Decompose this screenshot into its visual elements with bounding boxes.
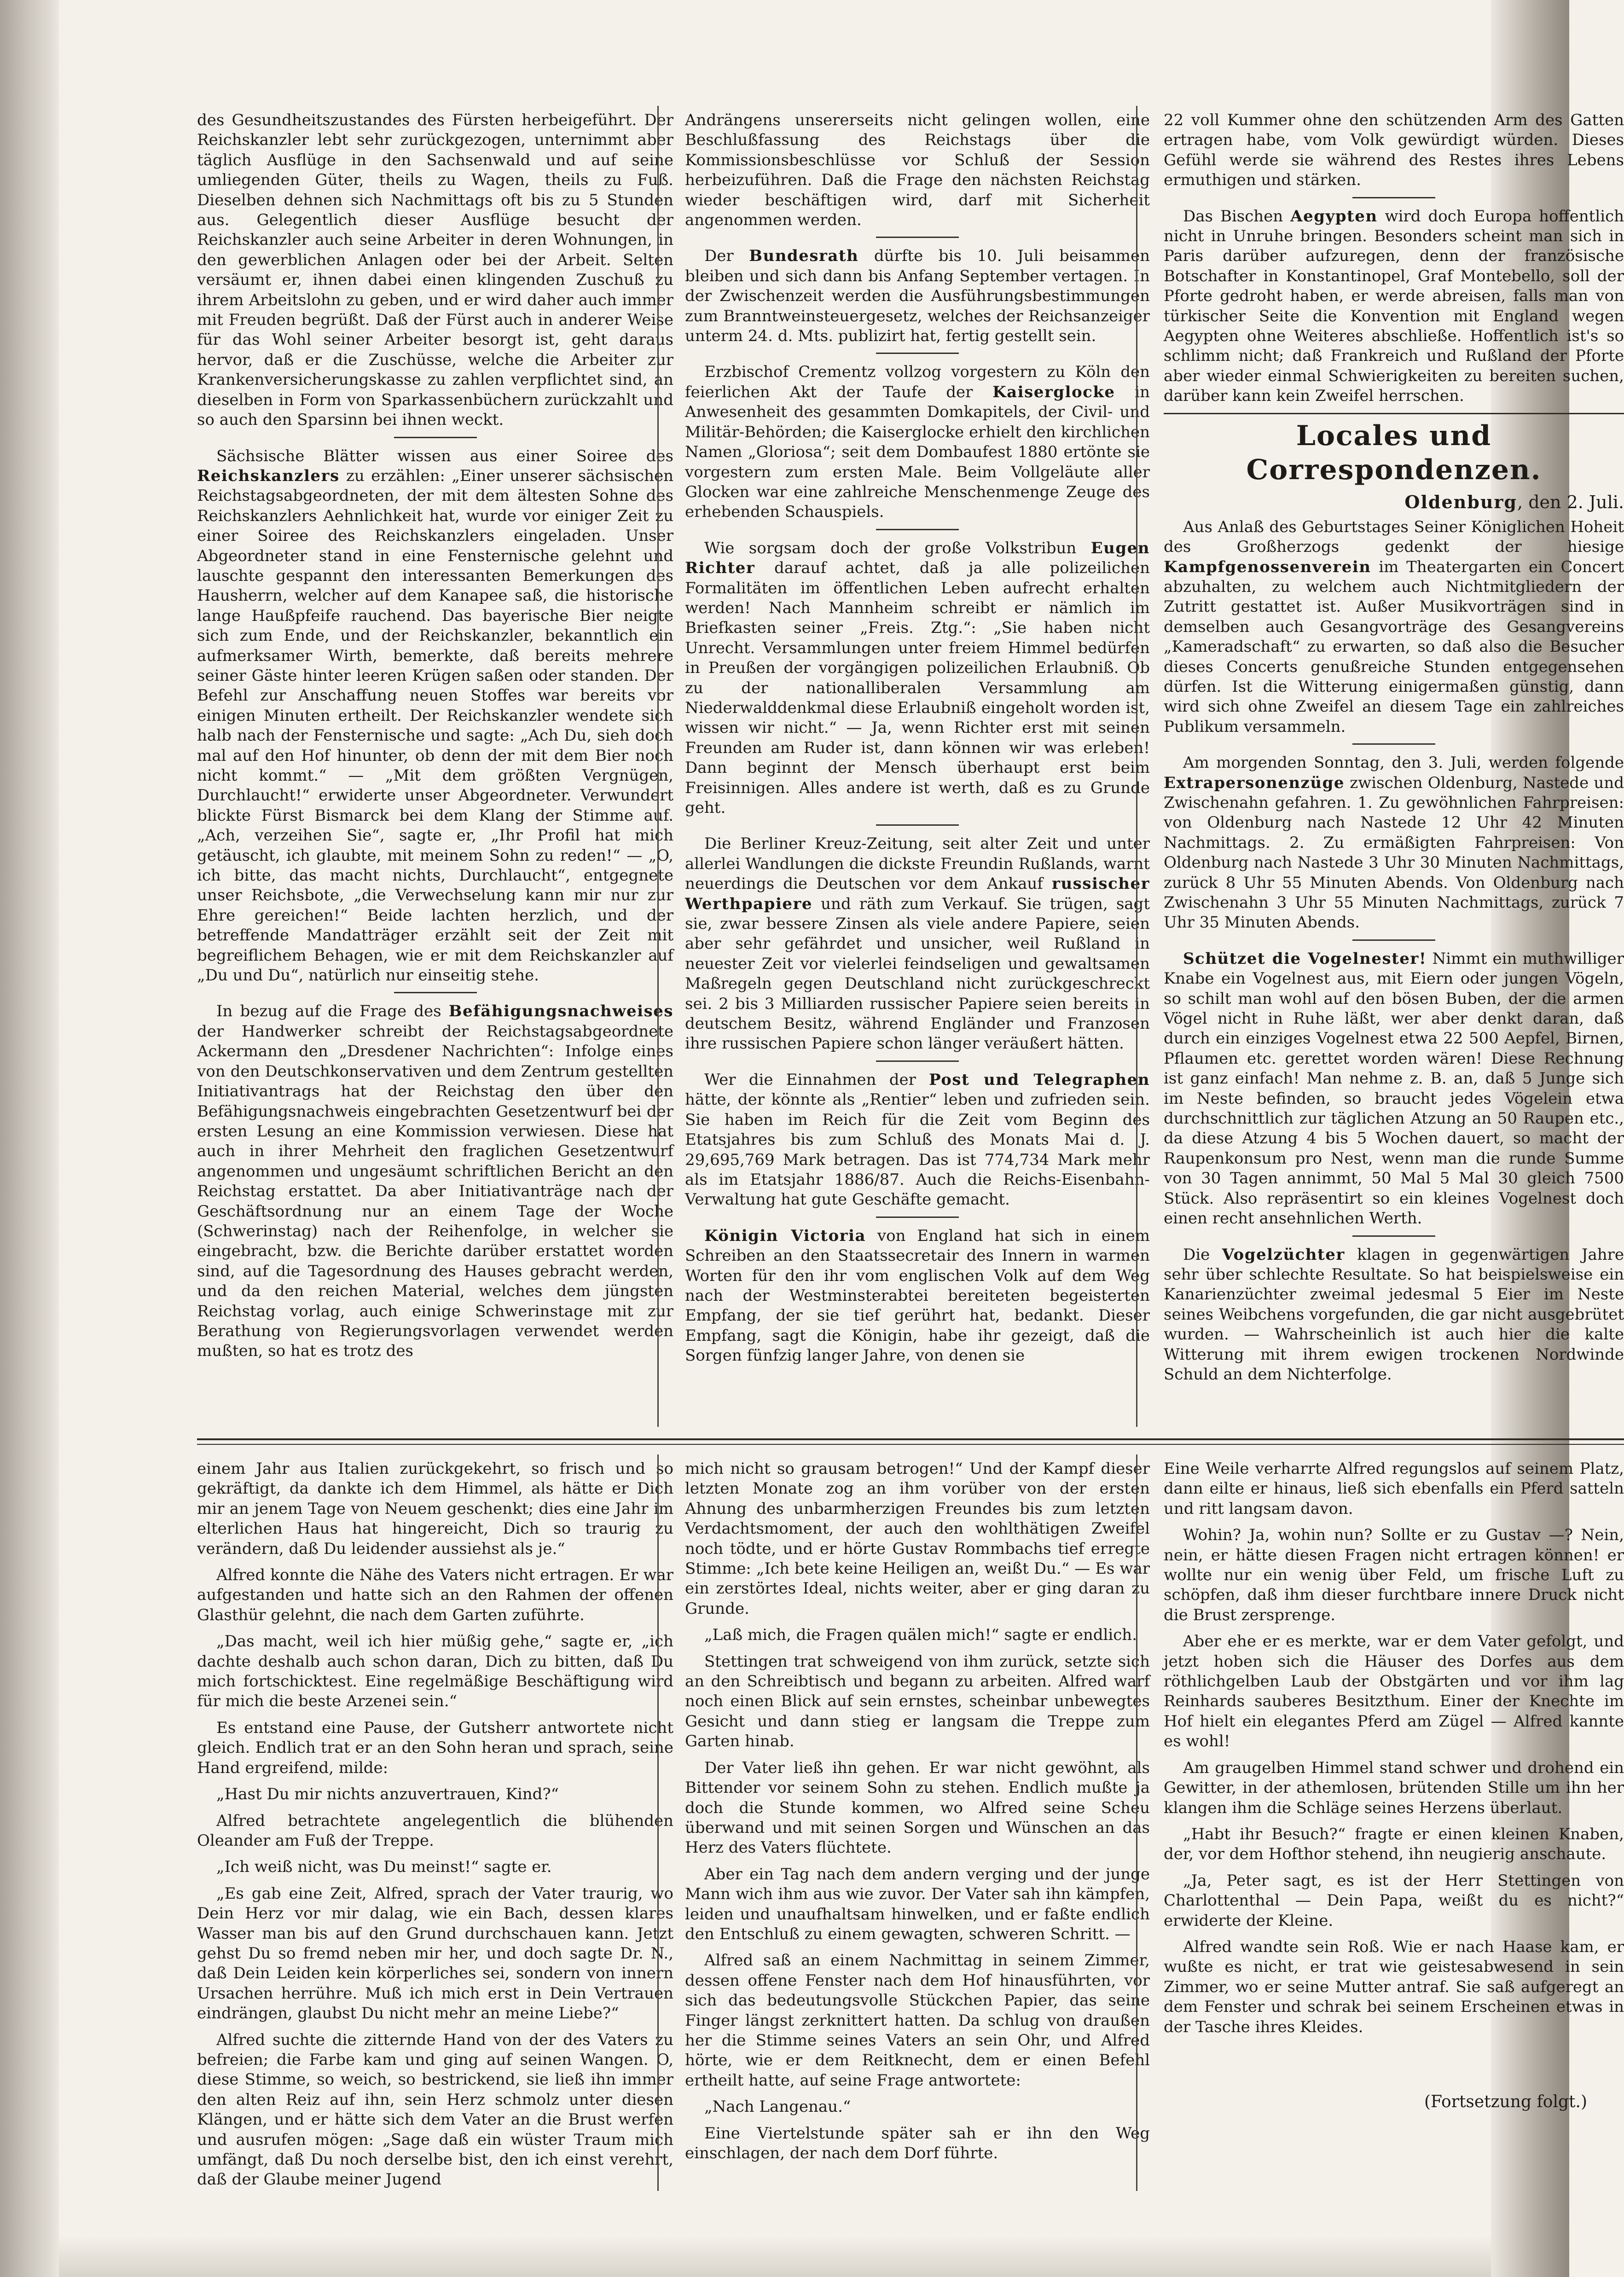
- dateline-date: , den 2. Juli.: [1517, 492, 1624, 512]
- column-rule: [657, 106, 659, 1427]
- article-keyword: Extrapersonenzüge: [1164, 773, 1345, 792]
- local-news-paragraph: [1164, 517, 1624, 737]
- feuilleton-paragraph: „Laß mich, die Fragen quälen mich!“ sagte er endlich.: [704, 1626, 1137, 1645]
- article-paragraph: [685, 834, 1150, 1054]
- news-column-2: [685, 110, 1150, 1427]
- article-separator: [876, 237, 959, 238]
- article-separator: [876, 1060, 959, 1062]
- article-paragraph: [1164, 110, 1624, 191]
- article-body-text: und räth zum Verkauf. Sie trügen, sagt sie, zwar bessere Zinsen als viele andere Papiere, seien aber sehr gefährdet und unsicher, weil Rußland in neuester Zeit vor vielerlei feindseligen und gewaltsamen Maßregeln gegen Deutschland nicht zurückgeschreckt sei. 2 bis 3 Milliarden russischer Papiere seien bereits in deutschem Besitz, während Engländer und Franzosen ihre russischen Papiere schon länger veräußert hätten.: [685, 894, 1150, 1053]
- article-lead-text: Erzbischof Crementz vollzog vorgestern zu Köln den feierlichen Akt der Taufe der: [685, 363, 1150, 401]
- article-body-text: 22 voll Kummer ohne den schützenden Arm des Gatten ertragen habe, vom Volk gewürdigt würden. Dieses Gefühl werde sie während des Restes ihres Lebens ermuthigen und stärken.: [1164, 111, 1624, 190]
- article-lead-text: Der: [704, 247, 749, 266]
- feuilleton-paragraph: Aber ehe er es merkte, war er dem Vater gefolgt, und jetzt hoben sich die Häuser des Dorfes aus dem röthlichgelben Laub der Obstgärten und vor ihm lag Reinhards sauberes Besitzthum. Einer der Knechte im Hof hielt ein elegantes Pferd am Zügel — Alfred kannte es wohl!: [1164, 1632, 1624, 1751]
- feuilleton-paragraph: Alfred suchte die zitternde Hand von der des Vaters zu befreien; die Farbe kam und ging auf seinen Wangen. O, diese Stimme, so weich, so bestrickend, sie ließ ihn immer den alten Reiz auf ihn, sein Herz schmolz unter diesen Klängen, und er hätte sich dem Vater an die Brust werfen und ausrufen mögen: „Sage daß ein wüster Traum mich umfängt, daß Du noch derselbe bist, den ich einst verehrt, daß der Glaube meiner Jugend: [197, 2030, 673, 2189]
- feuilleton-paragraph: Der Vater ließ ihn gehen. Er war nicht gewöhnt, als Bittender vor seinem Sohn zu stehen. Endlich mußte ja doch die Stunde kommen, wo Alfred seine Scheu überwand und mit seinen Sorgen und Wünschen an das Herz des Vaters flüchtete.: [685, 1758, 1150, 1857]
- feuilleton-paragraph: „Nach Langenau.“: [704, 2097, 851, 2116]
- local-news-paragraph: [1164, 753, 1624, 933]
- column-rule: [1136, 106, 1137, 1427]
- article-separator: [876, 824, 959, 826]
- feuilleton-column-2: [685, 1459, 1150, 2191]
- article-body-text: zu erzählen: „Einer unserer sächsischen Reichstagsabgeordneten, der mit dem ältesten Sohne des Reichskanzlers Aehnlichkeit hat, wurde vor einiger Zeit zu einer Soiree des Reichskanzlers eingeladen. Unser Abgeordneter stand in eine Fensternische gelehnt und lauschte gespannt den interessanten Bemerkungen des Hausherrn, welcher auf dem Kanapee saß, die historische lange Haußpfeife rauchend. Das bayerische Bier neigte sich zum Ende, und der Reichskanzler, bekanntlich ein aufmerksamer Wirth, bemerkte, daß bereits mehrere seiner Gäste hinter leeren Krügen saßen oder standen. Der Befehl zur Anschaffung neuen Stoffes war bereits vor einigen Minuten ertheilt. Der Reichskanzler wendete sich halb nach der Fensternische und sagte: „Ach Du, sieh doch mal auf den Hof hinunter, ob denn der mit dem Bier noch nicht kommt.“ — „Mit dem größten Vergnügen, Durchlaucht!“ erwiderte unser Abgeordneter. Verwundert blickte Fürst Bismarck bei dem Klang der Stimme auf. „Ach, verzeihen Sie“, sagte er, „Ihr Profil hat mich getäuscht, ich glaubte, mit meinem Sohn zu reden!“ — „O, ich bitte, das macht nichts, Durchlaucht“, entgegnete unser Reichsbote, „die Verwechselung kann mir nur zur Ehre gereichen!“ Beide lachten herzlich, und der betreffende Mandatträger erzählt seit der Zeit mit begreiflichem Behagen, wie er mit dem Reichskanzler auf „Du und Du“, natürlich nur einseitig stehe.: [197, 466, 673, 985]
- article-body-text: Nimmt ein muthwilliger Knabe ein Vogelnest aus, mit Eiern oder jungen Vögeln, so schilt man wohl auf den bösen Buben, der die armen Vögel nicht in Ruhe läßt, wer aber denkt daran, daß durch ein einziges Vogelnest etwa 22 500 Aepfel, Birnen, Pflaumen etc. gerettet worden wären! Diese Rechnung ist ganz einfach! Man nehme z. B. an, daß 5 Junge sich im Neste befinden, so braucht jedes Vögelein etwa durchschnittlich zur täglichen Atzung an 50 Raupen etc., da diese Atzung 4 bis 5 Wochen dauert, so macht der Raupenkonsum pro Nest, wenn man die runde Summe von 30 Tagen annimmt, 50 Mal 5 Mal 30 gleich 7500 Stück. Also repräsentirt so ein kleines Vogelnest doch einen recht ansehnlichen Werth.: [1164, 949, 1624, 1228]
- article-body-text: zwischen Oldenburg, Nastede und Zwischenahn gefahren. 1. Zu gewöhnlichen Fahrpreisen: von Oldenburg nach Nastede 12 Uhr 42 Minuten Nachmittags. 2. Zu ermäßigten Fahrpreisen: Von Oldenburg nach Nastede 3 Uhr 30 Minuten Nachmittags, zurück 8 Uhr 55 Minuten Abends. Von Oldenburg nach Zwischenahn 3 Uhr 55 Minuten Nachmittags, zurück 7 Uhr 35 Minuten Abends.: [1164, 773, 1624, 932]
- article-keyword: Bundesrath: [749, 247, 859, 266]
- feuilleton-paragraph: Alfred saß an einem Nachmittag in seinem Zimmer, dessen offene Fenster nach dem Hof hinausführten, vor sich das bedeutungsvolle Stückchen Papier, das seine Finger längst zerknittert hatten. Da schlug von draußen her die Stimme seines Vaters an sein Ohr, und Alfred hörte, wie er dem Reitknecht, dem er einen Befehl ertheilt hatte, auf seine Frage antwortete:: [685, 1951, 1150, 2090]
- article-paragraph: [197, 110, 673, 430]
- article-keyword: Post und Telegraphen: [929, 1070, 1150, 1089]
- article-paragraph: [685, 110, 1150, 230]
- article-separator: [1352, 743, 1435, 745]
- feuilleton-paragraph: „Das macht, weil ich hier müßig gehe,“ sagte er, „ich dachte deshalb auch schon daran, Dich zu bitten, daß Du mich fortschicktest. Eine regelmäßige Beschäftigung wird für mich die beste Arzenei sein.“: [197, 1632, 673, 1711]
- article-separator: [876, 1217, 959, 1218]
- feuilleton-paragraph: Es entstand eine Pause, der Gutsherr antwortete nicht gleich. Endlich trat er an den Sohn heran und sprach, seine Hand ergreifend, milde:: [197, 1718, 673, 1777]
- article-separator: [876, 353, 959, 354]
- article-keyword: Eugen Richter: [685, 539, 1150, 578]
- section-rule: [1164, 413, 1624, 414]
- article-paragraph: [197, 1002, 673, 1361]
- continuation-note: (Fortsetzung folgt.): [1424, 2092, 1587, 2111]
- feuilleton-paragraph: Stettingen trat schweigend von ihm zurück, setzte sich an den Schreibtisch und begann zu arbeiten. Alfred warf noch einen Blick auf sein ernstes, scheinbar unbewegtes Gesicht und dann stieg er langsam die Treppe zum Garten hinab.: [685, 1652, 1150, 1751]
- article-body-text: dürfte bis 10. Juli beisammen bleiben und sich dann bis Anfang September vertagen. In der Zwischenzeit werden die Ausführungsbestimmungen zum Branntweinsteuergesetz, welches der Reichsanzeiger unterm 24. d. Mts. publizirt hat, fertig gestellt sein.: [685, 247, 1150, 346]
- article-keyword: Reichskanzlers: [197, 466, 340, 485]
- article-lead-text: In bezug auf die Frage des: [216, 1002, 449, 1021]
- article-body-text: im Theatergarten ein Concert abzuhalten, zu welchem auch Nichtmitgliedern der Zutritt gestattet ist. Außer Musikvorträgen sind in demselben auch Gesangvorträge des Gesangvereins „Kameradschaft“ zu erwarten, so daß also die Besucher dieses Concerts genußreiche Stunden entgegensehen dürfen. Ist die Witterung einigermaßen günstig, dann wird sich ohne Zweifel an diesem Tage ein zahlreiches Publikum versammeln.: [1164, 557, 1624, 736]
- article-lead-text: Das Bischen: [1183, 207, 1291, 226]
- news-column-1: [197, 110, 673, 1427]
- feuilleton-paragraph: einem Jahr aus Italien zurückgekehrt, so frisch und so gekräftigt, da dankte ich dem Himmel, als hätte er Dich mir an jenem Tage von Neuem geschenkt; dies eine Jahr im elterlichen Haus hat hingereicht, Dich so traurig zu verändern, daß Du leidender aussiehst als je.“: [197, 1460, 673, 1558]
- article-keyword: Königin Victoria: [704, 1226, 866, 1245]
- article-paragraph: [685, 246, 1150, 346]
- feuilleton-paragraph: Alfred konnte die Nähe des Vaters nicht ertragen. Er war aufgestanden und hatte sich an den Rahmen der offenen Glasthür gelehnt, die nach dem Garten zuführte.: [197, 1566, 673, 1624]
- article-lead-text: Am morgenden Sonntag, den 3. Juli, werden folgende: [1183, 753, 1624, 772]
- feuilleton-paragraph: Alfred betrachtete angelegentlich die blühenden Oleander am Fuß der Treppe.: [197, 1811, 673, 1850]
- article-lead-text: Aus Anlaß des Geburtstages Seiner Königlichen Hoheit des Großherzogs gedenkt der hiesige: [1164, 517, 1624, 556]
- feuilleton-paragraph: Aber ein Tag nach dem andern verging und der junge Mann wich ihm aus wie zuvor. Der Vater sah ihn kämpfen, leiden und unaufhaltsam hinwelken, und er faßte endlich den Entschluß zu einem gewagten, schweren Schritt. —: [685, 1865, 1150, 1943]
- article-paragraph: [1164, 207, 1624, 406]
- article-lead-text: Die: [1183, 1245, 1222, 1264]
- article-separator: [876, 529, 959, 530]
- article-body-text: des Gesundheitszustandes des Fürsten herbeigeführt. Der Reichskanzler lebt sehr zurückgezogen, unternimmt aber täglich Ausflüge in den Sachsenwald und auf seine umliegenden Güter, theils zu Wagen, theils zu Fuß. Dieselben dehnen sich Nachmittags oft bis zu 5 Stunden aus. Gelegentlich dieser Ausflüge besucht der Reichskanzler auch seine Arbeiter in deren Wohnungen, in den gewerblichen Anlagen oder bei der Arbeit. Selten versäumt er, ihnen dabei einen klingenden Zuschuß zu ihrem Arbeitslohn zu geben, und er wird daher auch immer mit Freuden begrüßt. Daß der Fürst auch in anderer Weise für das Wohl seiner Arbeiter besorgt ist, geht daraus hervor, daß er die Zuschüsse, welche die Arbeiter zur Krankenversicherungskasse zu zahlen verpflichtet sind, an dieselben in Form von Sparkassenbüchern zurückzahlt und so auch den Sparsinn bei ihnen weckt.: [197, 111, 673, 429]
- feuilleton-paragraph: „Hast Du mir nichts anzuvertrauen, Kind?“: [216, 1785, 559, 1804]
- article-lead-text: Wie sorgsam doch der große Volkstribun: [704, 539, 1091, 557]
- article-paragraph: [685, 1226, 1150, 1366]
- article-lead-text: Die Berliner Kreuz-Zeitung, seit alter Zeit und unter allerlei Wandlungen die dickste Freundin Rußlands, warnt neuerdings die Deutschen vor dem Ankauf: [685, 834, 1150, 893]
- local-news-paragraph: [1164, 1245, 1624, 1385]
- article-keyword: russischer Werthpapiere: [685, 875, 1150, 913]
- column-rule: [657, 1454, 659, 2191]
- article-paragraph: [685, 539, 1150, 818]
- dateline-place: Oldenburg: [1404, 491, 1518, 512]
- article-keyword: Aegypten: [1290, 207, 1378, 226]
- book-binding-left: [0, 0, 59, 2277]
- article-lead-text: Wer die Einnahmen der: [704, 1070, 929, 1089]
- article-body-text: der Handwerker schreibt der Reichstagsabgeordnete Ackermann den „Dresdener Nachrichten“: Infolge eines von den Deutschkonservativen und dem Zentrum gestellten Initiativantrags hat der Reichstag den über den Befähigungsnachweis eingebrachten Gesetzentwurf bei der ersten Lesung an eine Kommission verwiesen. Diese hat auch in ihrer Mehrheit den fraglichen Gesetzentwurf angenommen und ungesäumt schriftlichen Bericht an den Reichstag erstattet. Da aber Initiativanträge nach der Geschäftsordnung nur an einem Tage der Woche (Schwerinstag) nach der Reihenfolge, in welcher sie eingebracht, bzw. die Berichte darüber erstattet worden sind, auf die Tagesordnung des Hauses gebracht werden, und da den reichen Material, welches dem jüngsten Reichstag vorlag, auch einige Schwerinstage mit zur Berathung von Regierungsvorlagen verwendet werden mußten, so hat es trotz des: [197, 1022, 673, 1361]
- feuilleton-paragraph: Alfred wandte sein Roß. Wie er nach Haase kam, er wußte es nicht, er trat wie geistesabwesend in sein Zimmer, wo er seine Mutter antraf. Sie saß aufgeregt an dem Fenster und schrak bei seinem Erscheinen etwas in der Tasche ihres Kleides.: [1164, 1937, 1624, 2036]
- article-separator: [394, 992, 477, 993]
- feuilleton-paragraph: „Ich weiß nicht, was Du meinst!“ sagte er.: [216, 1858, 552, 1877]
- feuilleton-paragraph: Eine Viertelstunde später sah er ihn den Weg einschlagen, der nach dem Dorf führte.: [685, 2124, 1150, 2162]
- article-body-text: Andrängens unsererseits nicht gelingen wollen, eine Beschlußfassung des Reichstags über die Kommissionsbeschlüsse vor Schluß der Session herbeizuführen. Daß die Frage den nächsten Reichstag wieder beschäftigen wird, darf mit Sicherheit angenommen werden.: [685, 111, 1150, 230]
- dateline: [1164, 492, 1624, 513]
- article-separator: [394, 437, 477, 438]
- article-keyword: Befähigungsnachweises: [448, 1002, 673, 1021]
- article-body-text: klagen in gegenwärtigen Jahre sehr über schlechte Resultate. So hat beispielsweise ein Kanarienzüchter zweimal jedesmal 5 Eier im Neste seines Weibchens vorgefunden, die gar nicht ausgebrütet wurden. — Wahrscheinlich ist auch hier die kalte Witterung mit ihrem ewigen trockenen Nordwinde Schuld an dem Nichterfolge.: [1164, 1245, 1624, 1384]
- article-separator: [1352, 197, 1435, 198]
- feuilleton-paragraph: Eine Weile verharrte Alfred regungslos auf seinem Platz, dann eilte er hinaus, ließ sich ebenfalls ein Pferd satteln und ritt langsam davon.: [1164, 1460, 1624, 1518]
- article-lead-text: Sächsische Blätter wissen aus einer Soiree des: [216, 446, 673, 465]
- article-keyword: Kaiserglocke: [992, 382, 1115, 401]
- article-body-text: in Anwesenheit des gesammten Domkapitels, der Civil- und Militär-Behörden; die Kaiserglocke erhielt den kirchlichen Namen „Gloriosa“; seit dem Dombaufest 1880 ertönte sie vorgestern zum ersten Male. Beim Vollgeläute aller Glocken war eine zahlreiche Menschenmenge Zeuge des erhebenden Schauspiels.: [685, 382, 1150, 521]
- feuilleton-column-3: [1164, 1459, 1624, 2191]
- article-paragraph: [197, 446, 673, 986]
- newspaper-page: [59, 41, 1624, 2232]
- feuilleton-paragraph: Wohin? Ja, wohin nun? Sollte er zu Gustav —? Nein, nein, er hätte diesen Fragen nicht ertragen können! er wollte nur ein wenig über Feld, um frische Luft zu schöpfen, daß ihm dieser furchtbare innere Druck nicht die Brust zersprenge.: [1164, 1526, 1624, 1624]
- feuilleton-column-1: [197, 1459, 673, 2191]
- feuilleton-paragraph: „Ja, Peter sagt, es ist der Herr Stettingen von Charlottenthal — Dein Papa, weißt du es nicht?“ erwiderte der Kleine.: [1164, 1871, 1624, 1930]
- feuilleton-paragraph: „Es gab eine Zeit, Alfred, sprach der Vater traurig, wo Dein Herz vor mir dalag, wie ein Bach, dessen klares Wasser man bis auf den Grund durchschauen kann. Jetzt gehst Du so fremd neben mir her, und doch sagte Dr. N., daß Dein Leiden kein körperliches sei, sondern von innern Ursachen herrühre. Muß ich mich erst in Dein Vertrauen eindrängen, glaubst Du nicht mehr an meine Liebe?“: [197, 1884, 673, 2023]
- article-paragraph: [685, 362, 1150, 522]
- feuilleton-paragraph: Am graugelben Himmel stand schwer und drohend ein Gewitter, in der athemlosen, brütenden Stille um ihn her klangen ihm die Schläge seines Herzens überlaut.: [1164, 1758, 1624, 1817]
- feuilleton-separator: [197, 1444, 1624, 1445]
- article-body-text: wird doch Europa hoffentlich nicht in Unruhe bringen. Besonders scheint man sich in Paris darüber aufzuregen, denn der französische Botschafter in Konstantinopel, Graf Montebello, soll der Pforte gedroht haben, er werde abreisen, falls man von türkischer Seite die Konvention mit England wegen Aegypten ohne Weiteres abschließe. Hoffentlich ist's so schlimm nicht; daß Frankreich und Rußland der Pforte aber wieder einmal Schwierigkeiten zu bereiten suchen, darüber kann kein Zweifel herrschen.: [1164, 207, 1624, 406]
- article-separator: [1352, 939, 1435, 941]
- news-column-3: [1164, 110, 1624, 1427]
- article-keyword: Vogelzüchter: [1222, 1245, 1345, 1264]
- article-keyword: Kampfgenossenverein: [1164, 557, 1371, 576]
- feuilleton-paragraph: mich nicht so grausam betrogen!“ Und der Kampf dieser letzten Monate zog an ihm vorüber von der ersten Ahnung des unbarmherzigen Freundes bis zum letzten Verdachtsmoment, der auch den wohlthätigen Zweifel noch tödte, und er hörte Gustav Rommbachs tief erregte Stimme: „Ich bete keine Heiligen an, weißt Du.“ — Es war ein zerstörtes Ideal, nichts weiter, aber er ging daran zu Grunde.: [685, 1460, 1150, 1618]
- article-body-text: darauf achtet, daß ja alle polizeilichen Formalitäten im öffentlichen Leben aufrecht erhalten werden! Nach Mannheim schreibt er nämlich im Briefkasten seiner „Freis. Ztg.“: „Sie haben nicht Unrecht. Versammlungen unter freiem Himmel bedürfen in Preußen der vorgängigen polizeilichen Erlaubniß. Ob zu der nationalliberalen Versammlung am Niederwalddenkmal diese Erlaubniß eingeholt worden ist, wissen wir nicht.“ — Ja, wenn Richter erst mit seinen Freunden am Ruder ist, dann können wir was erleben! Dann beginnt der Mensch überhaupt erst beim Freisinnigen. Alles andere ist werth, daß es zu Grunde geht.: [685, 559, 1150, 817]
- article-keyword: Schützet die Vogelnester!: [1183, 949, 1427, 968]
- article-separator: [1352, 1235, 1435, 1237]
- article-paragraph: [685, 1070, 1150, 1210]
- page-bottom-edge: [59, 2236, 1491, 2277]
- article-body-text: hätte, der könnte als „Rentier“ leben und zufrieden sein. Sie haben im Reich für die Zeit vom Beginn des Etatsjahres bis zum Schluß des Monats Mai d. J. 29,695,769 Mark betragen. Das ist 774,734 Mark mehr als im Etatsjahr 1886/87. Auch die Reichs-Eisenbahn-Verwaltung hat gute Geschäfte gemacht.: [685, 1090, 1150, 1209]
- feuilleton-paragraph: „Habt ihr Besuch?“ fragte er einen kleinen Knaben, der, vor dem Hofthor stehend, ihn neugierig anschaute.: [1164, 1825, 1624, 1864]
- feuilleton-separator: [197, 1438, 1624, 1440]
- article-body-text: von England hat sich in einem Schreiben an den Staatssecretair des Innern in warmen Worten für den ihr vom englischen Volk auf dem Weg nach der Westminsterabtei bereiteten begeisterten Empfang, der sie tief gerührt hat, bedankt. Dieser Empfang, sagt die Königin, habe ihr gezeigt, daß die Sorgen fünfzig langer Jahre, von denen sie: [685, 1226, 1150, 1365]
- section-heading-locales: Locales und Correspondenzen.: [1246, 419, 1542, 486]
- local-news-paragraph: [1164, 949, 1624, 1229]
- column-rule: [1136, 1454, 1137, 2191]
